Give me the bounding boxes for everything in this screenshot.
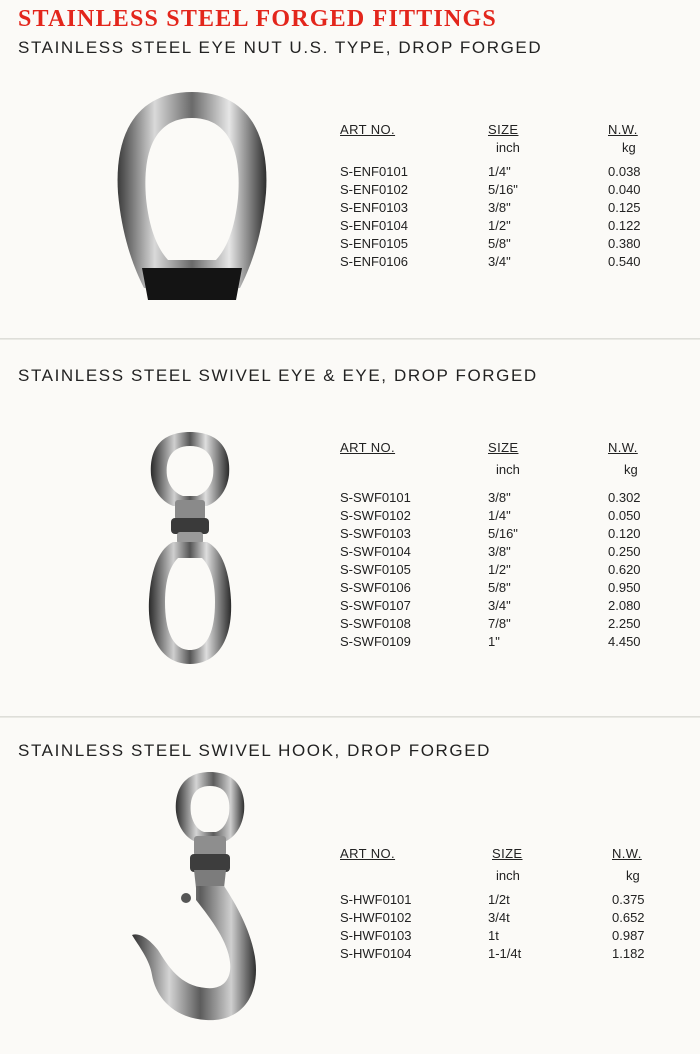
cell-nw: 2.250 <box>608 616 641 631</box>
cell-nw: 0.540 <box>608 254 641 269</box>
cell-size: 3/4t <box>488 910 510 925</box>
cell-art: S-SWF0103 <box>340 526 411 541</box>
cell-art: S-ENF0101 <box>340 164 408 179</box>
swivel-eye-icon <box>145 430 235 668</box>
cell-nw: 0.652 <box>612 910 645 925</box>
cell-nw: 0.125 <box>608 200 641 215</box>
cell-art: S-ENF0106 <box>340 254 408 269</box>
cell-art: S-ENF0105 <box>340 236 408 251</box>
cell-size: 1t <box>488 928 499 943</box>
cell-nw: 0.950 <box>608 580 641 595</box>
cell-size: 1/2" <box>488 218 511 233</box>
header-size: SIZE <box>492 846 523 861</box>
cell-art: S-ENF0102 <box>340 182 408 197</box>
section-title-swivel-hook: STAINLESS STEEL SWIVEL HOOK, DROP FORGED <box>18 741 492 760</box>
page-title: STAINLESS STEEL FORGED FITTINGS <box>18 6 497 32</box>
cell-size: 5/8" <box>488 580 511 595</box>
cell-size: 1/2t <box>488 892 510 907</box>
header-art-no: ART NO. <box>340 440 396 455</box>
cell-nw: 2.080 <box>608 598 641 613</box>
cell-size: 1/4" <box>488 508 511 523</box>
cell-art: S-ENF0103 <box>340 200 408 215</box>
cell-art: S-SWF0104 <box>340 544 411 559</box>
header-nw: N.W. <box>608 440 638 455</box>
cell-size: 3/8" <box>488 544 511 559</box>
cell-nw: 4.450 <box>608 634 641 649</box>
cell-nw: 0.380 <box>608 236 641 251</box>
cell-art: S-SWF0102 <box>340 508 411 523</box>
cell-size: 1/2" <box>488 562 511 577</box>
header-size: SIZE <box>488 122 519 137</box>
section-title-swivel-eye: STAINLESS STEEL SWIVEL EYE & EYE, DROP FORGED <box>18 366 538 385</box>
section-title-eye-nut: STAINLESS STEEL EYE NUT U.S. TYPE, DROP FORGED <box>18 38 543 57</box>
cell-art: S-SWF0101 <box>340 490 411 505</box>
cell-art: S-HWF0104 <box>340 946 412 961</box>
cell-nw: 1.182 <box>612 946 645 961</box>
cell-size: 3/4" <box>488 254 511 269</box>
header-art-no: ART NO. <box>340 122 396 137</box>
unit-nw: kg <box>626 868 640 883</box>
header-nw: N.W. <box>608 122 638 137</box>
cell-size: 7/8" <box>488 616 511 631</box>
cell-nw: 0.120 <box>608 526 641 541</box>
cell-nw: 0.250 <box>608 544 641 559</box>
cell-nw: 0.987 <box>612 928 645 943</box>
unit-nw: kg <box>624 462 638 477</box>
cell-nw: 0.040 <box>608 182 641 197</box>
cell-art: S-SWF0108 <box>340 616 411 631</box>
cell-size: 5/16" <box>488 182 518 197</box>
cell-art: S-HWF0101 <box>340 892 412 907</box>
cell-nw: 0.122 <box>608 218 641 233</box>
cell-nw: 0.620 <box>608 562 641 577</box>
section-divider <box>0 716 700 718</box>
cell-nw: 0.050 <box>608 508 641 523</box>
cell-size: 1" <box>488 634 500 649</box>
cell-art: S-HWF0102 <box>340 910 412 925</box>
section-divider <box>0 338 700 340</box>
eye-nut-icon <box>112 88 272 308</box>
cell-art: S-SWF0107 <box>340 598 411 613</box>
header-nw: N.W. <box>612 846 642 861</box>
unit-nw: kg <box>622 140 636 155</box>
cell-art: S-HWF0103 <box>340 928 412 943</box>
cell-art: S-SWF0106 <box>340 580 411 595</box>
header-art-no: ART NO. <box>340 846 396 861</box>
unit-size: inch <box>496 462 520 477</box>
cell-size: 5/16" <box>488 526 518 541</box>
cell-nw: 0.038 <box>608 164 641 179</box>
cell-art: S-ENF0104 <box>340 218 408 233</box>
cell-size: 1-1/4t <box>488 946 522 961</box>
cell-size: 1/4" <box>488 164 511 179</box>
swivel-hook-icon <box>128 770 268 1025</box>
header-size: SIZE <box>488 440 519 455</box>
cell-art: S-SWF0105 <box>340 562 411 577</box>
cell-nw: 0.375 <box>612 892 645 907</box>
cell-nw: 0.302 <box>608 490 641 505</box>
cell-size: 3/8" <box>488 490 511 505</box>
cell-size: 5/8" <box>488 236 511 251</box>
unit-size: inch <box>496 140 520 155</box>
cell-size: 3/4" <box>488 598 511 613</box>
cell-art: S-SWF0109 <box>340 634 411 649</box>
unit-size: inch <box>496 868 520 883</box>
cell-size: 3/8" <box>488 200 511 215</box>
